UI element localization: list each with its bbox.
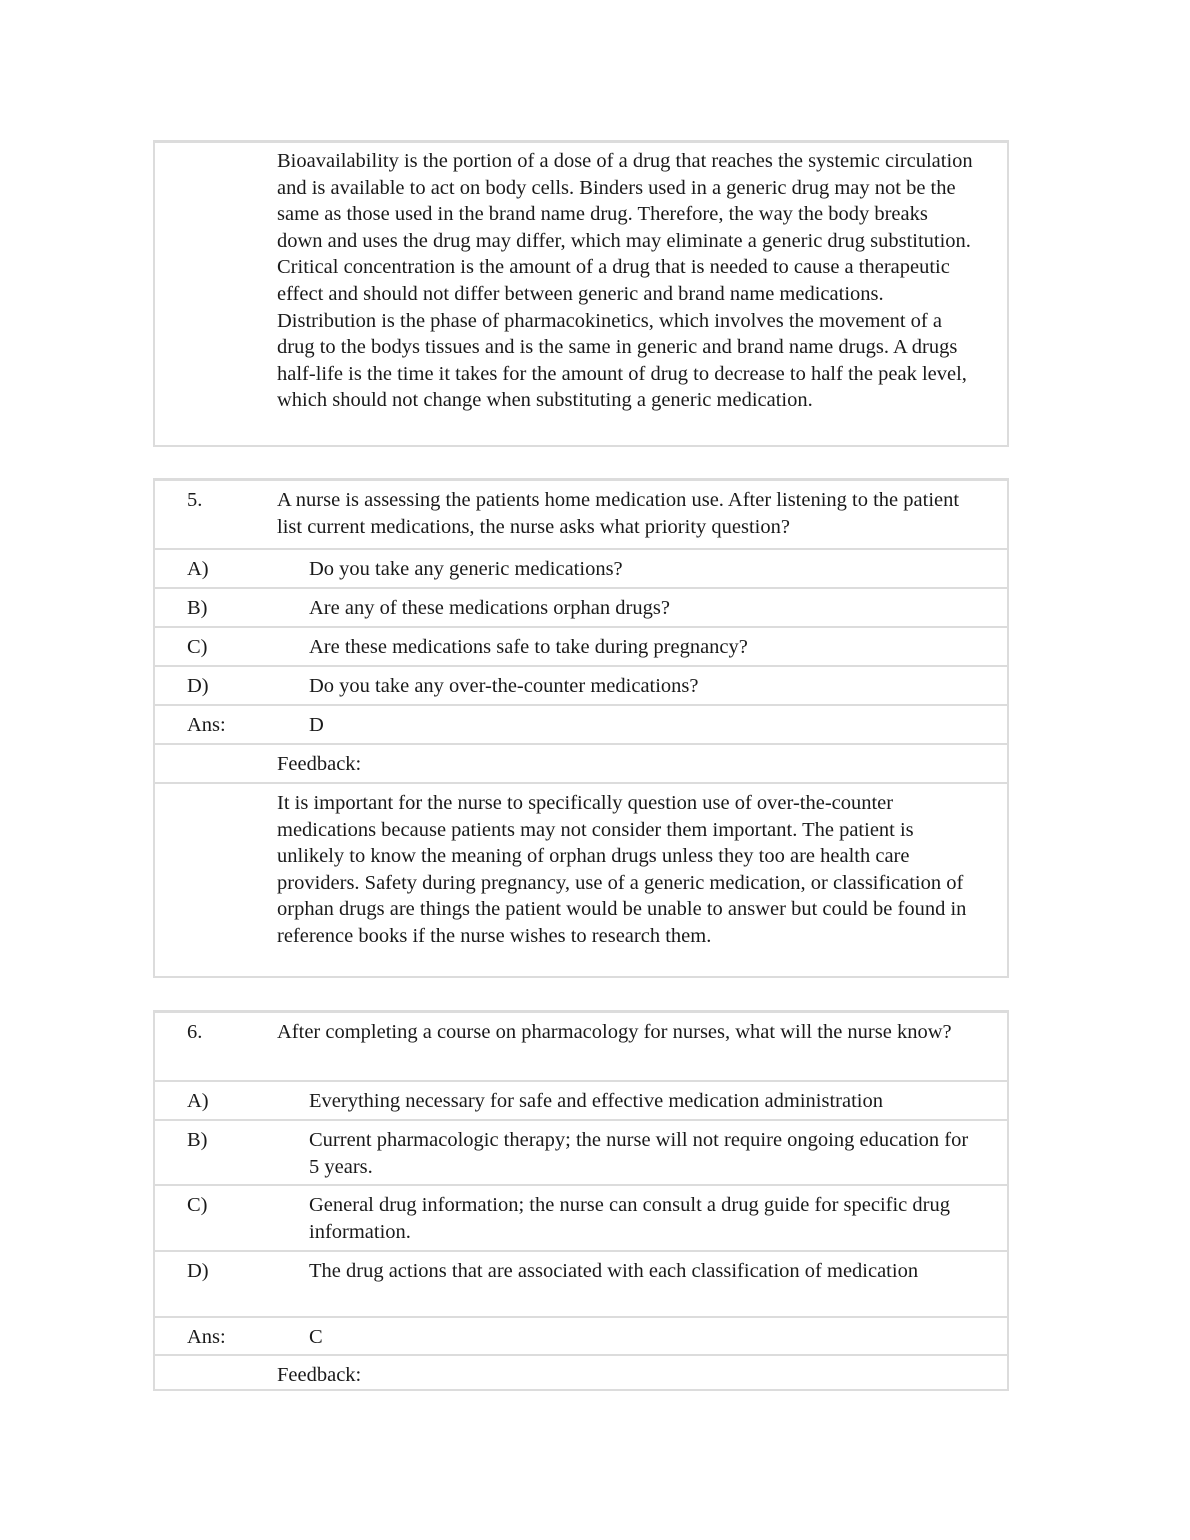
option-row-d <box>155 1250 1007 1316</box>
answer-label: Ans: <box>187 714 226 736</box>
question-number: 5. <box>187 489 203 511</box>
question-stem: After completing a course on pharmacology for nurses, what will the nurse know? <box>277 1021 952 1043</box>
option-label: A) <box>187 1090 209 1112</box>
option-row-a <box>155 1080 1007 1119</box>
option-label: B) <box>187 597 208 619</box>
previous-feedback-box <box>153 140 1009 447</box>
feedback-label-row <box>155 743 1007 782</box>
option-text: Do you take any over-the-counter medications? <box>309 675 699 697</box>
question-6-table <box>153 1010 1009 1391</box>
option-label: B) <box>187 1129 208 1151</box>
answer-value: C <box>309 1326 323 1348</box>
option-label: C) <box>187 1194 208 1216</box>
option-text: The drug actions that are associated with each classification of medication <box>309 1260 919 1282</box>
option-label: A) <box>187 558 209 580</box>
question-5-table <box>153 478 1009 978</box>
option-text: Are any of these medications orphan drugs? <box>309 597 670 619</box>
option-label: C) <box>187 636 208 658</box>
option-row-c <box>155 626 1007 665</box>
answer-label: Ans: <box>187 1326 226 1348</box>
question-stem-row <box>155 1013 1007 1080</box>
feedback-text-row <box>155 782 1007 981</box>
answer-row <box>155 1316 1007 1354</box>
question-stem-row <box>155 481 1007 548</box>
question-number: 6. <box>187 1021 203 1043</box>
answer-row <box>155 704 1007 743</box>
answer-value: D <box>309 714 324 736</box>
option-label: D) <box>187 1260 209 1282</box>
feedback-label: Feedback: <box>277 1364 362 1386</box>
feedback-text: Bioavailability is the portion of a dose of a drug that reaches the systemic circulation and is available to act on body cells. Binders used in a generic drug may not be the same as those used in the brand name drug. Therefore, the way the body breaks down and uses the drug may differ, which may eliminate a generic drug substitution. Critical concentration is the amount of a drug that is needed to cause a therapeutic effect and should not differ between generic and brand name medications. Distribution is the phase of pharmacokinetics, which involves the movement of a drug to the bodys tissues and is the same in generic and brand name drugs. A drugs half-life is the time it takes for the amount of drug to decrease to half the peak level, which should not change when substituting a generic medication. <box>277 150 973 412</box>
option-row-a <box>155 548 1007 587</box>
feedback-label: Feedback: <box>277 753 362 775</box>
option-label: D) <box>187 675 209 697</box>
option-row-b <box>155 587 1007 626</box>
option-text: General drug information; the nurse can consult a drug guide for specific drug information. <box>309 1194 950 1243</box>
option-text: Everything necessary for safe and effective medication administration <box>309 1090 883 1112</box>
option-row-d <box>155 665 1007 704</box>
question-stem: A nurse is assessing the patients home medication use. After listening to the patient list current medications, the nurse asks what priority question? <box>277 489 960 538</box>
option-row-b <box>155 1119 1007 1184</box>
option-text: Are these medications safe to take during pregnancy? <box>309 636 748 658</box>
option-text: Current pharmacologic therapy; the nurse will not require ongoing education for 5 years. <box>309 1129 969 1178</box>
option-text: Do you take any generic medications? <box>309 558 623 580</box>
feedback-label-row <box>155 1354 1007 1393</box>
feedback-text: It is important for the nurse to specifically question use of over-the-counter medications because patients may not consider them important. The patient is unlikely to know the meaning of orphan drugs unless they too are health care providers. Safety during pregnancy, use of a generic medication, or classification of orphan drugs are things the patient would be unable to answer but could be found in reference books if the nurse wishes to research them. <box>277 792 967 947</box>
option-row-c <box>155 1184 1007 1250</box>
